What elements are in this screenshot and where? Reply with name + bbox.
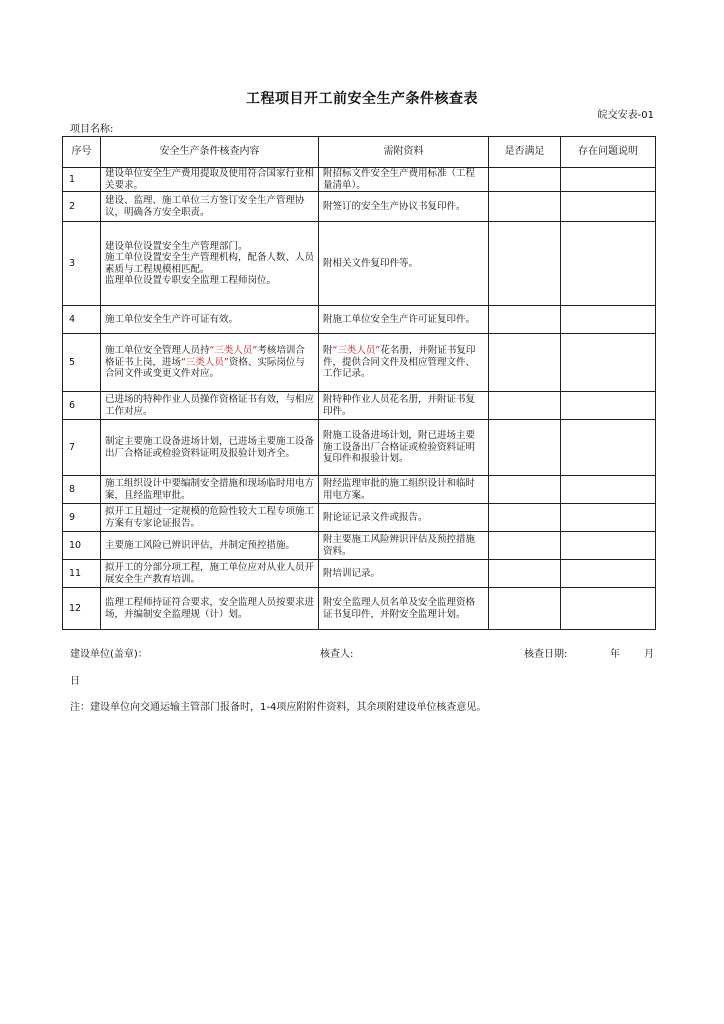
- row-satisfied-cell[interactable]: [489, 222, 561, 306]
- highlight-text: “三类人员”: [181, 356, 229, 368]
- row-materials: 附施工设备进场计划，附已进场主要施工设备出厂合格证或检验资料证明复印件和报验计划。: [319, 420, 489, 476]
- construction-unit-seal-label: 建设单位(盖章)：: [70, 649, 148, 660]
- date-day-label: 日: [70, 676, 80, 687]
- row-number: 11: [63, 560, 101, 588]
- text-run: 施工单位安全管理人员持: [105, 345, 210, 357]
- row-issues-cell[interactable]: [561, 222, 656, 306]
- row-materials: 附签订的安全生产协议书复印件。: [319, 192, 489, 222]
- table-row: [63, 192, 656, 222]
- row-issues-cell[interactable]: [561, 168, 656, 192]
- row-number: 9: [63, 504, 101, 532]
- row-issues-cell[interactable]: [561, 560, 656, 588]
- row-content: 建设单位安全生产费用提取及使用符合国家行业相关要求。: [101, 168, 319, 192]
- row-content: [101, 334, 319, 392]
- row-content-line: 施工单位设置安全生产管理机构，配备人数、人员素质与工程规模相匹配。: [105, 252, 315, 275]
- row-issues-cell[interactable]: [561, 504, 656, 532]
- row-content: 已进场的特种作业人员操作资格证书有效，与相应工作对应。: [101, 392, 319, 420]
- row-content-line: 监理单位设置专职安全监理工程师岗位。: [105, 275, 277, 286]
- date-month-label: 月: [644, 649, 654, 660]
- checker-label: 核查人:: [320, 649, 354, 660]
- row-materials: 附特种作业人员花名册，并附证书复印件。: [319, 392, 489, 420]
- text-run: 花名册，并附证书复印件，提供合同文件及相应管理文件、工作记录。: [323, 345, 476, 380]
- row-number: 12: [63, 588, 101, 630]
- row-number: 3: [63, 222, 101, 306]
- text-run: 考核培训合格证书上岗，进场: [105, 345, 305, 368]
- row-materials: 附安全监理人员名单及安全监理资格证书复印件，并附安全监理计划。: [319, 588, 489, 630]
- row-materials: 附培训记录。: [319, 560, 489, 588]
- row-issues-cell[interactable]: [561, 392, 656, 420]
- row-materials: 附经监理审批的施工组织设计和临时用电方案。: [319, 476, 489, 504]
- row-satisfied-cell[interactable]: [489, 168, 561, 192]
- row-content: 主要施工风险已辨识评估，并制定预控措施。: [101, 532, 319, 560]
- table-row: [63, 392, 656, 420]
- row-satisfied-cell[interactable]: [489, 476, 561, 504]
- row-satisfied-cell[interactable]: [489, 560, 561, 588]
- row-issues-cell[interactable]: [561, 306, 656, 334]
- row-content: 监理工程师持证符合要求，安全监理人员按要求进场，并编制安全监理规（计）划。: [101, 588, 319, 630]
- page-title: 工程项目开工前安全生产条件核查表: [246, 91, 478, 107]
- row-issues-cell[interactable]: [561, 532, 656, 560]
- check-table: [62, 136, 656, 630]
- row-number: 1: [63, 168, 101, 192]
- row-issues-cell[interactable]: [561, 334, 656, 392]
- row-number: 2: [63, 192, 101, 222]
- row-number: 5: [63, 334, 101, 392]
- text-run: 资格、实际岗位与合同文件或变更文件对应。: [105, 356, 305, 380]
- row-materials: [319, 334, 489, 392]
- row-materials: 附招标文件安全生产费用标准（工程量清单）。: [319, 168, 489, 192]
- row-issues-cell[interactable]: [561, 420, 656, 476]
- row-materials: 附论证记录文件或报告。: [319, 504, 489, 532]
- date-year-label: 年: [610, 649, 620, 660]
- row-content-line: 建设单位设置安全生产管理部门。: [105, 240, 248, 252]
- header-materials: 需附资料: [319, 137, 489, 168]
- header-issues: 存在问题说明: [561, 137, 656, 168]
- table-row: [63, 504, 656, 532]
- table-row: [63, 420, 656, 476]
- form-code: 皖交安表-01: [597, 110, 654, 121]
- row-materials: 附施工单位安全生产许可证复印件。: [319, 306, 489, 334]
- table-row: [63, 588, 656, 630]
- row-content: 施工组织设计中要编制安全措施和现场临时用电方案，且经监理审批。: [101, 476, 319, 504]
- row-content: 拟开工的分部分项工程，施工单位应对从业人员开展安全生产教育培训。: [101, 560, 319, 588]
- header-satisfied: 是否满足: [489, 137, 561, 168]
- row-content: 施工单位安全生产许可证有效。: [101, 306, 319, 334]
- table-row: [63, 560, 656, 588]
- row-satisfied-cell[interactable]: [489, 504, 561, 532]
- table-row: [63, 222, 656, 306]
- row-satisfied-cell[interactable]: [489, 588, 561, 630]
- header-content: 安全生产条件核查内容: [101, 137, 319, 168]
- row-satisfied-cell[interactable]: [489, 306, 561, 334]
- row-content: [101, 222, 319, 306]
- row-content: 拟开工且超过一定规模的危险性较大工程专项施工方案有专家论证报告。: [101, 504, 319, 532]
- row-number: 7: [63, 420, 101, 476]
- row-number: 8: [63, 476, 101, 504]
- table-row: [63, 306, 656, 334]
- row-issues-cell[interactable]: [561, 476, 656, 504]
- highlight-text: “三类人员”: [209, 345, 258, 357]
- table-header-row: [63, 137, 656, 168]
- row-content: 制定主要施工设备进场计划，已进场主要施工设备出厂合格证或检验资料证明及报验计划齐全。: [101, 420, 319, 476]
- row-number: 10: [63, 532, 101, 560]
- table-row: [63, 334, 656, 392]
- row-issues-cell[interactable]: [561, 588, 656, 630]
- row-number: 6: [63, 392, 101, 420]
- row-satisfied-cell[interactable]: [489, 392, 561, 420]
- project-name-label: 项目名称:: [70, 124, 114, 135]
- footnote: 注：建设单位向交通运输主管部门报备时，1-4项应附附件资料，其余项附建设单位核查意见。: [70, 702, 487, 713]
- table-row: [63, 532, 656, 560]
- row-materials: 附主要施工风险辨识评估及预控措施资料。: [319, 532, 489, 560]
- row-satisfied-cell[interactable]: [489, 192, 561, 222]
- row-satisfied-cell[interactable]: [489, 420, 561, 476]
- header-seq: 序号: [63, 137, 101, 168]
- table-row: [63, 168, 656, 192]
- table-row: [63, 476, 656, 504]
- row-satisfied-cell[interactable]: [489, 532, 561, 560]
- check-date-label: 核查日期:: [524, 649, 568, 660]
- highlight-text: “三类人员”: [332, 345, 381, 357]
- row-satisfied-cell[interactable]: [489, 334, 561, 392]
- row-content: 建设、监理、施工单位三方签订安全生产管理协议，明确各方安全职责。: [101, 192, 319, 222]
- row-materials: 附相关文件复印件等。: [319, 222, 489, 306]
- row-issues-cell[interactable]: [561, 192, 656, 222]
- text-run: 附: [323, 345, 333, 357]
- row-number: 4: [63, 306, 101, 334]
